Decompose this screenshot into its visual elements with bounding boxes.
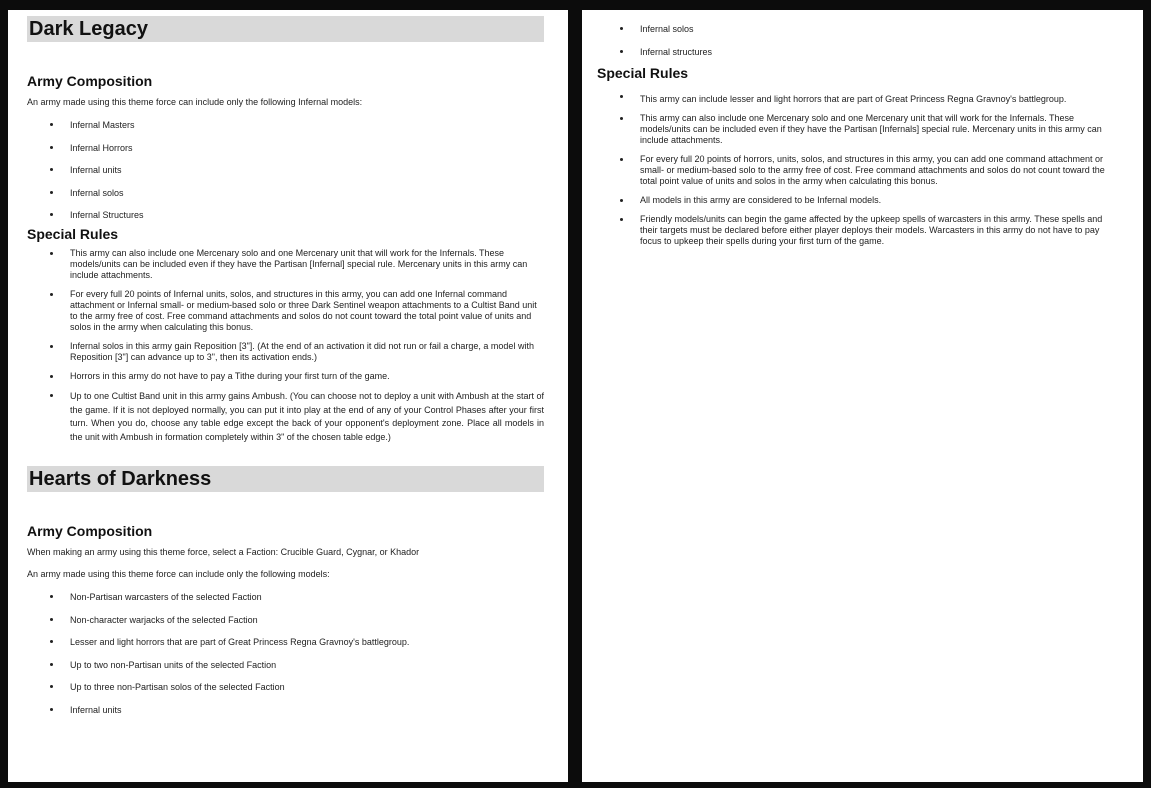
list-item: Up to three non-Partisan solos of the selected Faction bbox=[27, 681, 544, 693]
dark-legacy-model-list bbox=[27, 119, 544, 221]
special-rules-heading: Special Rules bbox=[27, 226, 119, 242]
list-item: Infernal solos in this army gain Reposition [3"]. (At the end of an activation it did not run or fail a charge, a model with Reposition [3"] can advance up to 3", then its activation ends.) bbox=[27, 341, 544, 363]
list-item: This army can also include one Mercenary solo and one Mercenary unit that will work for the Infernals. These models/units can be included even if they have the Partisan [Infernals] special rule. Mercenary units in this army can include attachments. bbox=[597, 113, 1119, 146]
special-rules-heading: Special Rules bbox=[597, 64, 689, 81]
list-item: Up to one Cultist Band unit in this army gains Ambush. (You can choose not to deploy a unit with Ambush at the start of the game. If it is not deployed normally, you can put it into play at the end of any of your Control Phases after your first turn. When you do, choose any table edge except the back of your opponent's deployment zone. Place all models in the unit with Ambush in formation completely within 3" of the chosen table edge.) bbox=[27, 390, 544, 444]
faction-selection-line: When making an army using this theme force, select a Faction: Crucible Guard, Cygnar, or Khador bbox=[27, 547, 420, 557]
hearts-of-darkness-rules-list bbox=[597, 91, 1119, 247]
list-item: Infernal solos bbox=[597, 23, 1119, 35]
hearts-of-darkness-model-list-continued bbox=[597, 23, 1119, 58]
list-item: Non-character warjacks of the selected Faction bbox=[27, 614, 544, 626]
document-page-right bbox=[582, 10, 1143, 782]
list-item: This army can include lesser and light horrors that are part of Great Princess Regna Gravnoy's battlegroup. bbox=[597, 91, 1119, 107]
list-item: Infernal Masters bbox=[27, 119, 544, 131]
list-item: Infernal units bbox=[27, 704, 544, 716]
list-item: Lesser and light horrors that are part of Great Princess Regna Gravnoy's battlegroup. bbox=[27, 636, 544, 648]
list-item: All models in this army are considered to be Infernal models. bbox=[597, 195, 1119, 206]
list-item: Non-Partisan warcasters of the selected Faction bbox=[27, 591, 544, 603]
list-item: Horrors in this army do not have to pay a Tithe during your first turn of the game. bbox=[27, 371, 544, 382]
list-item: Infernal units bbox=[27, 164, 544, 176]
section-title-dark-legacy: Dark Legacy bbox=[27, 16, 544, 42]
list-item: Infernal Horrors bbox=[27, 142, 544, 154]
army-composition-intro: An army made using this theme force can include only the following Infernal models: bbox=[27, 97, 363, 107]
army-composition-heading: Army Composition bbox=[27, 523, 153, 539]
hearts-of-darkness-model-list bbox=[27, 591, 544, 716]
list-item: Infernal solos bbox=[27, 187, 544, 199]
army-composition-heading: Army Composition bbox=[27, 73, 153, 89]
list-item: Up to two non-Partisan units of the selected Faction bbox=[27, 659, 544, 671]
list-item: Infernal structures bbox=[597, 46, 1119, 58]
dark-legacy-rules-list bbox=[27, 248, 544, 444]
section-title-hearts-of-darkness: Hearts of Darkness bbox=[27, 466, 544, 492]
army-composition-intro: An army made using this theme force can include only the following models: bbox=[27, 569, 330, 579]
document-page-left bbox=[8, 10, 568, 782]
list-item: For every full 20 points of Infernal units, solos, and structures in this army, you can add one Infernal command attachment or Infernal small- or medium-based solo or three Dark Sentinel weapon attachments to a Cultist Band unit to the army free of cost. Free command attachments and solos do not count toward the total point value of units and solos in the army when calculating this bonus. bbox=[27, 289, 544, 333]
list-item: For every full 20 points of horrors, units, solos, and structures in this army, you can add one command attachment or small- or medium-based solo to the army free of cost. Free command attachments and solos do not count toward the total point value of units and solos in the army when calculating this bonus. bbox=[597, 154, 1119, 187]
list-item: Infernal Structures bbox=[27, 209, 544, 221]
list-item: This army can also include one Mercenary solo and one Mercenary unit that will work for the Infernals. These models/units can be included even if they have the Partisan [Infernal] special rule. Mercenary units in this army can include attachments. bbox=[27, 248, 544, 281]
list-item: Friendly models/units can begin the game affected by the upkeep spells of warcasters in this army. These spells and their targets must be declared before either player deploys their models. Warcasters in this army do not have to pay focus to upkeep their spells during your first turn of the game. bbox=[597, 214, 1119, 247]
